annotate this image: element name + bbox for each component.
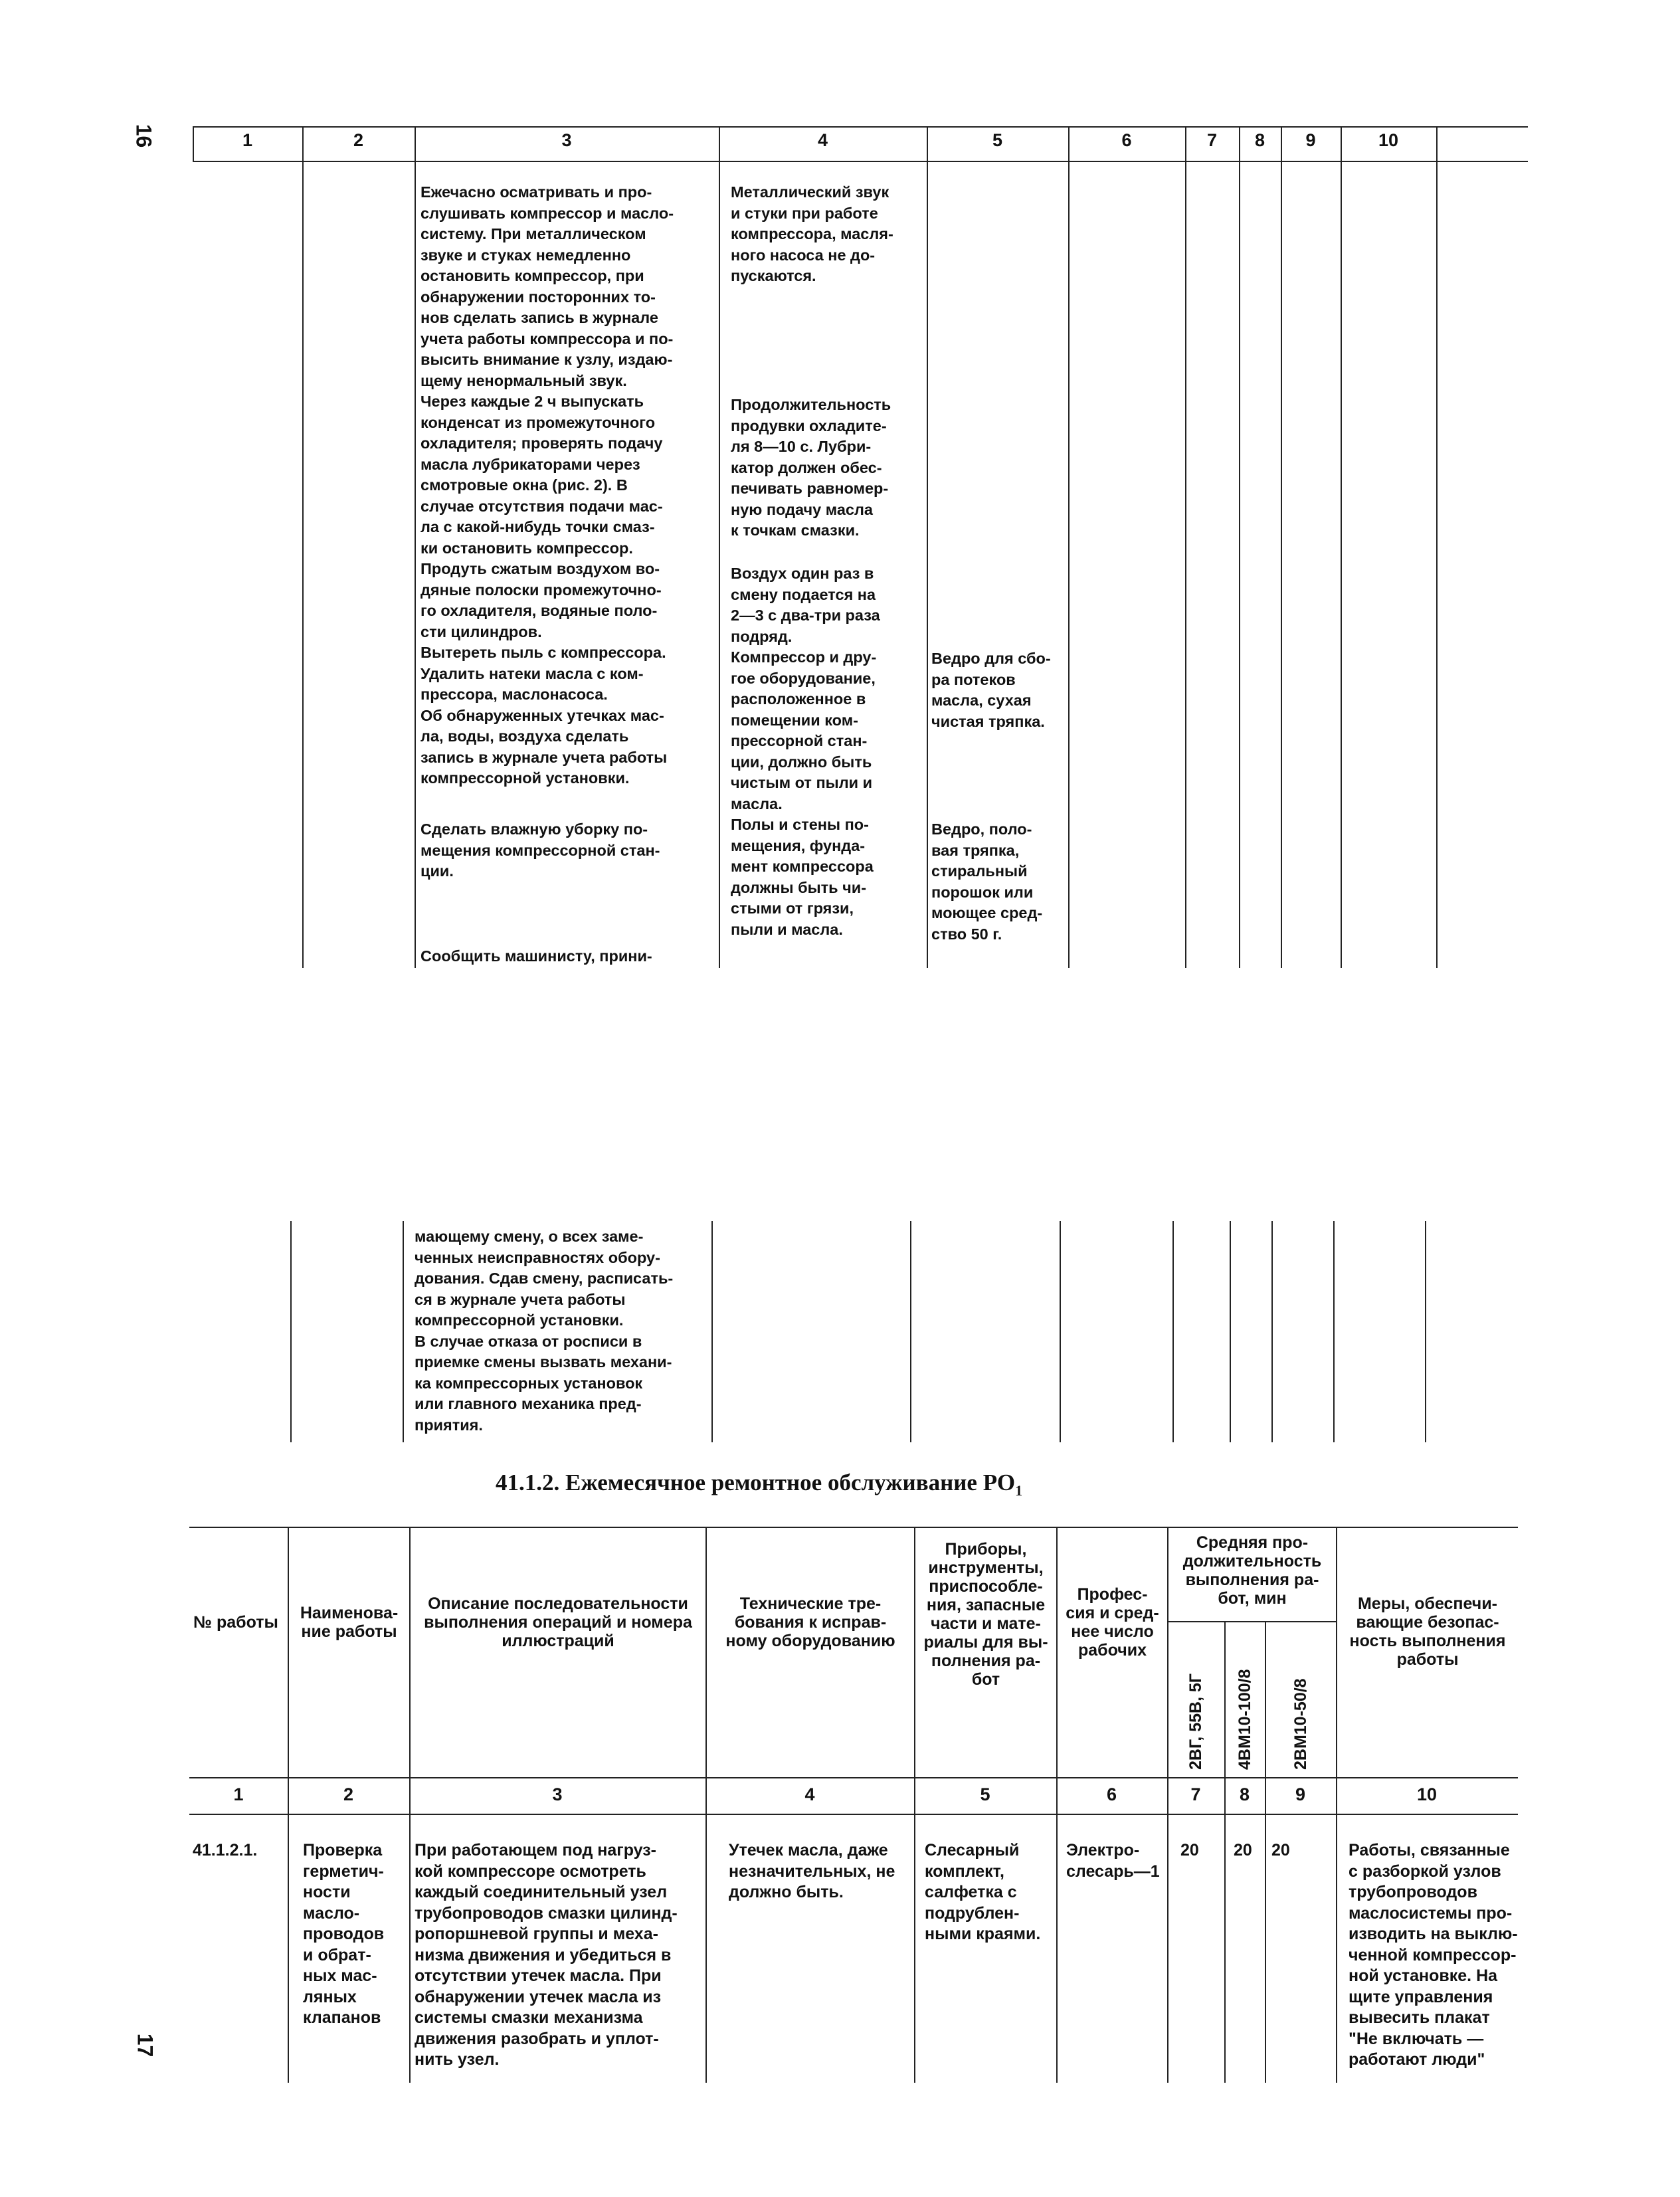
row-requirements: Утечек масла, даже незначительных, не должно быть. — [729, 1841, 895, 1901]
row-time-2vm10: 20 — [1271, 1841, 1290, 1860]
upper-description-handover: Сообщить машинисту, прини- — [420, 947, 652, 965]
upper-requirement-cleanliness: Воздух один раз в смену подается на 2—3 с два-три раза подряд. Компрессор и дру- гое оборудование, расположенное в помещении ком- прессорной стан- ции, должно быть чистым от пыли и масла. Полы и стены по- мещения, фунда- мент компрессора должны быть чи- стыми от грязи, пыли и масла. — [731, 565, 880, 938]
header-model-4vm10: 4ВМ10-100/8 — [1236, 1669, 1254, 1770]
row-worker: Электро- слесарь—1 — [1066, 1841, 1160, 1881]
row-time-4vm10: 20 — [1234, 1841, 1252, 1860]
lower-col-number-7: 7 — [1190, 1784, 1201, 1804]
col-number-5: 5 — [992, 130, 1003, 150]
row-safety: Работы, связанные с разборкой узлов трубопроводов маслосистемы про- изводить на выклю- ченной компрессор- ной установке. На щите управления вывесить плакат "Не включать — работают люди" — [1349, 1841, 1518, 2069]
middle-description-text: мающему смену, о всех заме- ченных неисправностях обору- дования. Сдав смену, расписать- ся в журнале учета работы компрессорной установки. В случае отказа от росписи в приемке смены вызвать механи- ка компрессорных установок или главного механика пред- приятия. — [415, 1228, 674, 1434]
upper-description-text: Ежечасно осматривать и про- слушивать компрессор и масло- систему. При металлическом звуке и стуках немедленно остановить компрессор, при обнаружении посторонних то- нов сделать запись в журнале учета работы компрессора и по- высить внимание к узлу, издаю- щему ненормальный звук. Через каждые 2 ч выпускать конденсат из промежуточного охладителя; проверять подачу масла лубрикаторами через смотровые окна (рис. 2). В случае отсутствия подачи мас- ла с какой-нибудь точки смаз- ки остановить компрессор. Продуть сжатым воздухом во- дяные полоски промежуточно- го охладителя, водяные поло- сти цилиндров. Вытереть пыль с компрессора. Удалить натеки масла с ком- прессора, маслонасоса. Об обнаруженных утечках мас- ла, воды, воздуха сделать запись в журнале учета работы компрессорной установки. — [420, 183, 674, 787]
row-tools: Слесарный комплект, салфетка с подрублен- ными краями. — [925, 1841, 1041, 1943]
col-number-10: 10 — [1378, 130, 1399, 150]
header-job-name: Наименова- ние работы — [300, 1604, 399, 1641]
upper-description-cleaning: Сделать влажную уборку по- мещения компрессорной стан- ции. — [420, 820, 660, 880]
row-job-name: Проверка герметич- ности масло- проводов и обрат- ных мас- ляных клапанов — [303, 1841, 385, 2027]
col-number-7: 7 — [1206, 130, 1218, 150]
upper-requirement-cooler: Продолжительность продувки охладите- ля 8—10 с. Лубри- катор должен обес- печивать равномер- ную подачу масла к точкам смазки. — [731, 396, 891, 539]
row-description: При работающем под нагруз- кой компрессоре осмотреть каждый соединительный узел трубопроводов смазки цилинд- ропоршневой группы и меха- низма движения и убедиться в отсутствии утечек масла. При обнаружении утечек масла из системы смазки механизма движения разобрать и уплот- нить узел. — [415, 1841, 678, 2069]
section-title — [496, 1470, 1022, 1499]
col-number-6: 6 — [1121, 130, 1132, 150]
col-number-3: 3 — [561, 130, 572, 150]
header-requirements: Технические тре- бования к исправ- ному оборудованию — [725, 1594, 895, 1650]
lower-col-number-5: 5 — [980, 1784, 990, 1804]
header-description: Описание последовательности выполнения операций и номера иллюстраций — [424, 1594, 692, 1650]
header-tools: Приборы, инструменты, приспособле- ния, запасные части и мате- риалы для вы- полнения ра- бот — [923, 1540, 1048, 1689]
col-number-1: 1 — [242, 130, 253, 150]
col-number-4: 4 — [817, 130, 828, 150]
upper-requirement-noise: Металлический звук и стуки при работе компрессора, масля- ного насоса не до- пускаются. — [731, 183, 893, 284]
section-title-text: 41.1.2. Ежемесячное ремонтное обслуживание РО — [496, 1470, 1016, 1495]
lower-col-number-2: 2 — [343, 1784, 354, 1804]
page-number-top: 16 — [132, 124, 156, 148]
row-time-2vg: 20 — [1180, 1841, 1199, 1860]
row-job-number: 41.1.2.1. — [193, 1841, 258, 1860]
header-model-2vg: 2ВГ, 55В, 5Г — [1186, 1673, 1205, 1770]
lower-col-number-8: 8 — [1239, 1784, 1250, 1804]
lower-col-number-4: 4 — [804, 1784, 815, 1804]
upper-tools-wipe: Ведро для сбо- ра потеков масла, сухая чистая тряпка. — [931, 650, 1051, 730]
lower-col-number-9: 9 — [1295, 1784, 1306, 1804]
header-job-number: № работы — [193, 1613, 278, 1632]
header-duration: Средняя про- должительность выполнения ра- бот, мин — [1182, 1533, 1322, 1608]
lower-col-number-10: 10 — [1416, 1784, 1438, 1804]
section-title-subscript: 1 — [1015, 1482, 1023, 1499]
lower-col-number-3: 3 — [552, 1784, 563, 1804]
upper-tools-cleaning: Ведро, поло- вая тряпка, стиральный порошок или моющее сред- ство 50 г. — [931, 820, 1043, 943]
col-number-2: 2 — [353, 130, 364, 150]
lower-col-number-6: 6 — [1106, 1784, 1117, 1804]
header-safety: Меры, обеспечи- вающие безопас- ность выполнения работы — [1349, 1594, 1506, 1669]
lower-col-number-1: 1 — [233, 1784, 244, 1804]
page-number-bottom: 17 — [133, 2033, 157, 2057]
header-profession: Профес- сия и сред- нее число рабочих — [1066, 1585, 1159, 1660]
col-number-9: 9 — [1305, 130, 1316, 150]
header-model-2vm10: 2ВМ10-50/8 — [1291, 1678, 1310, 1770]
col-number-8: 8 — [1254, 130, 1265, 150]
